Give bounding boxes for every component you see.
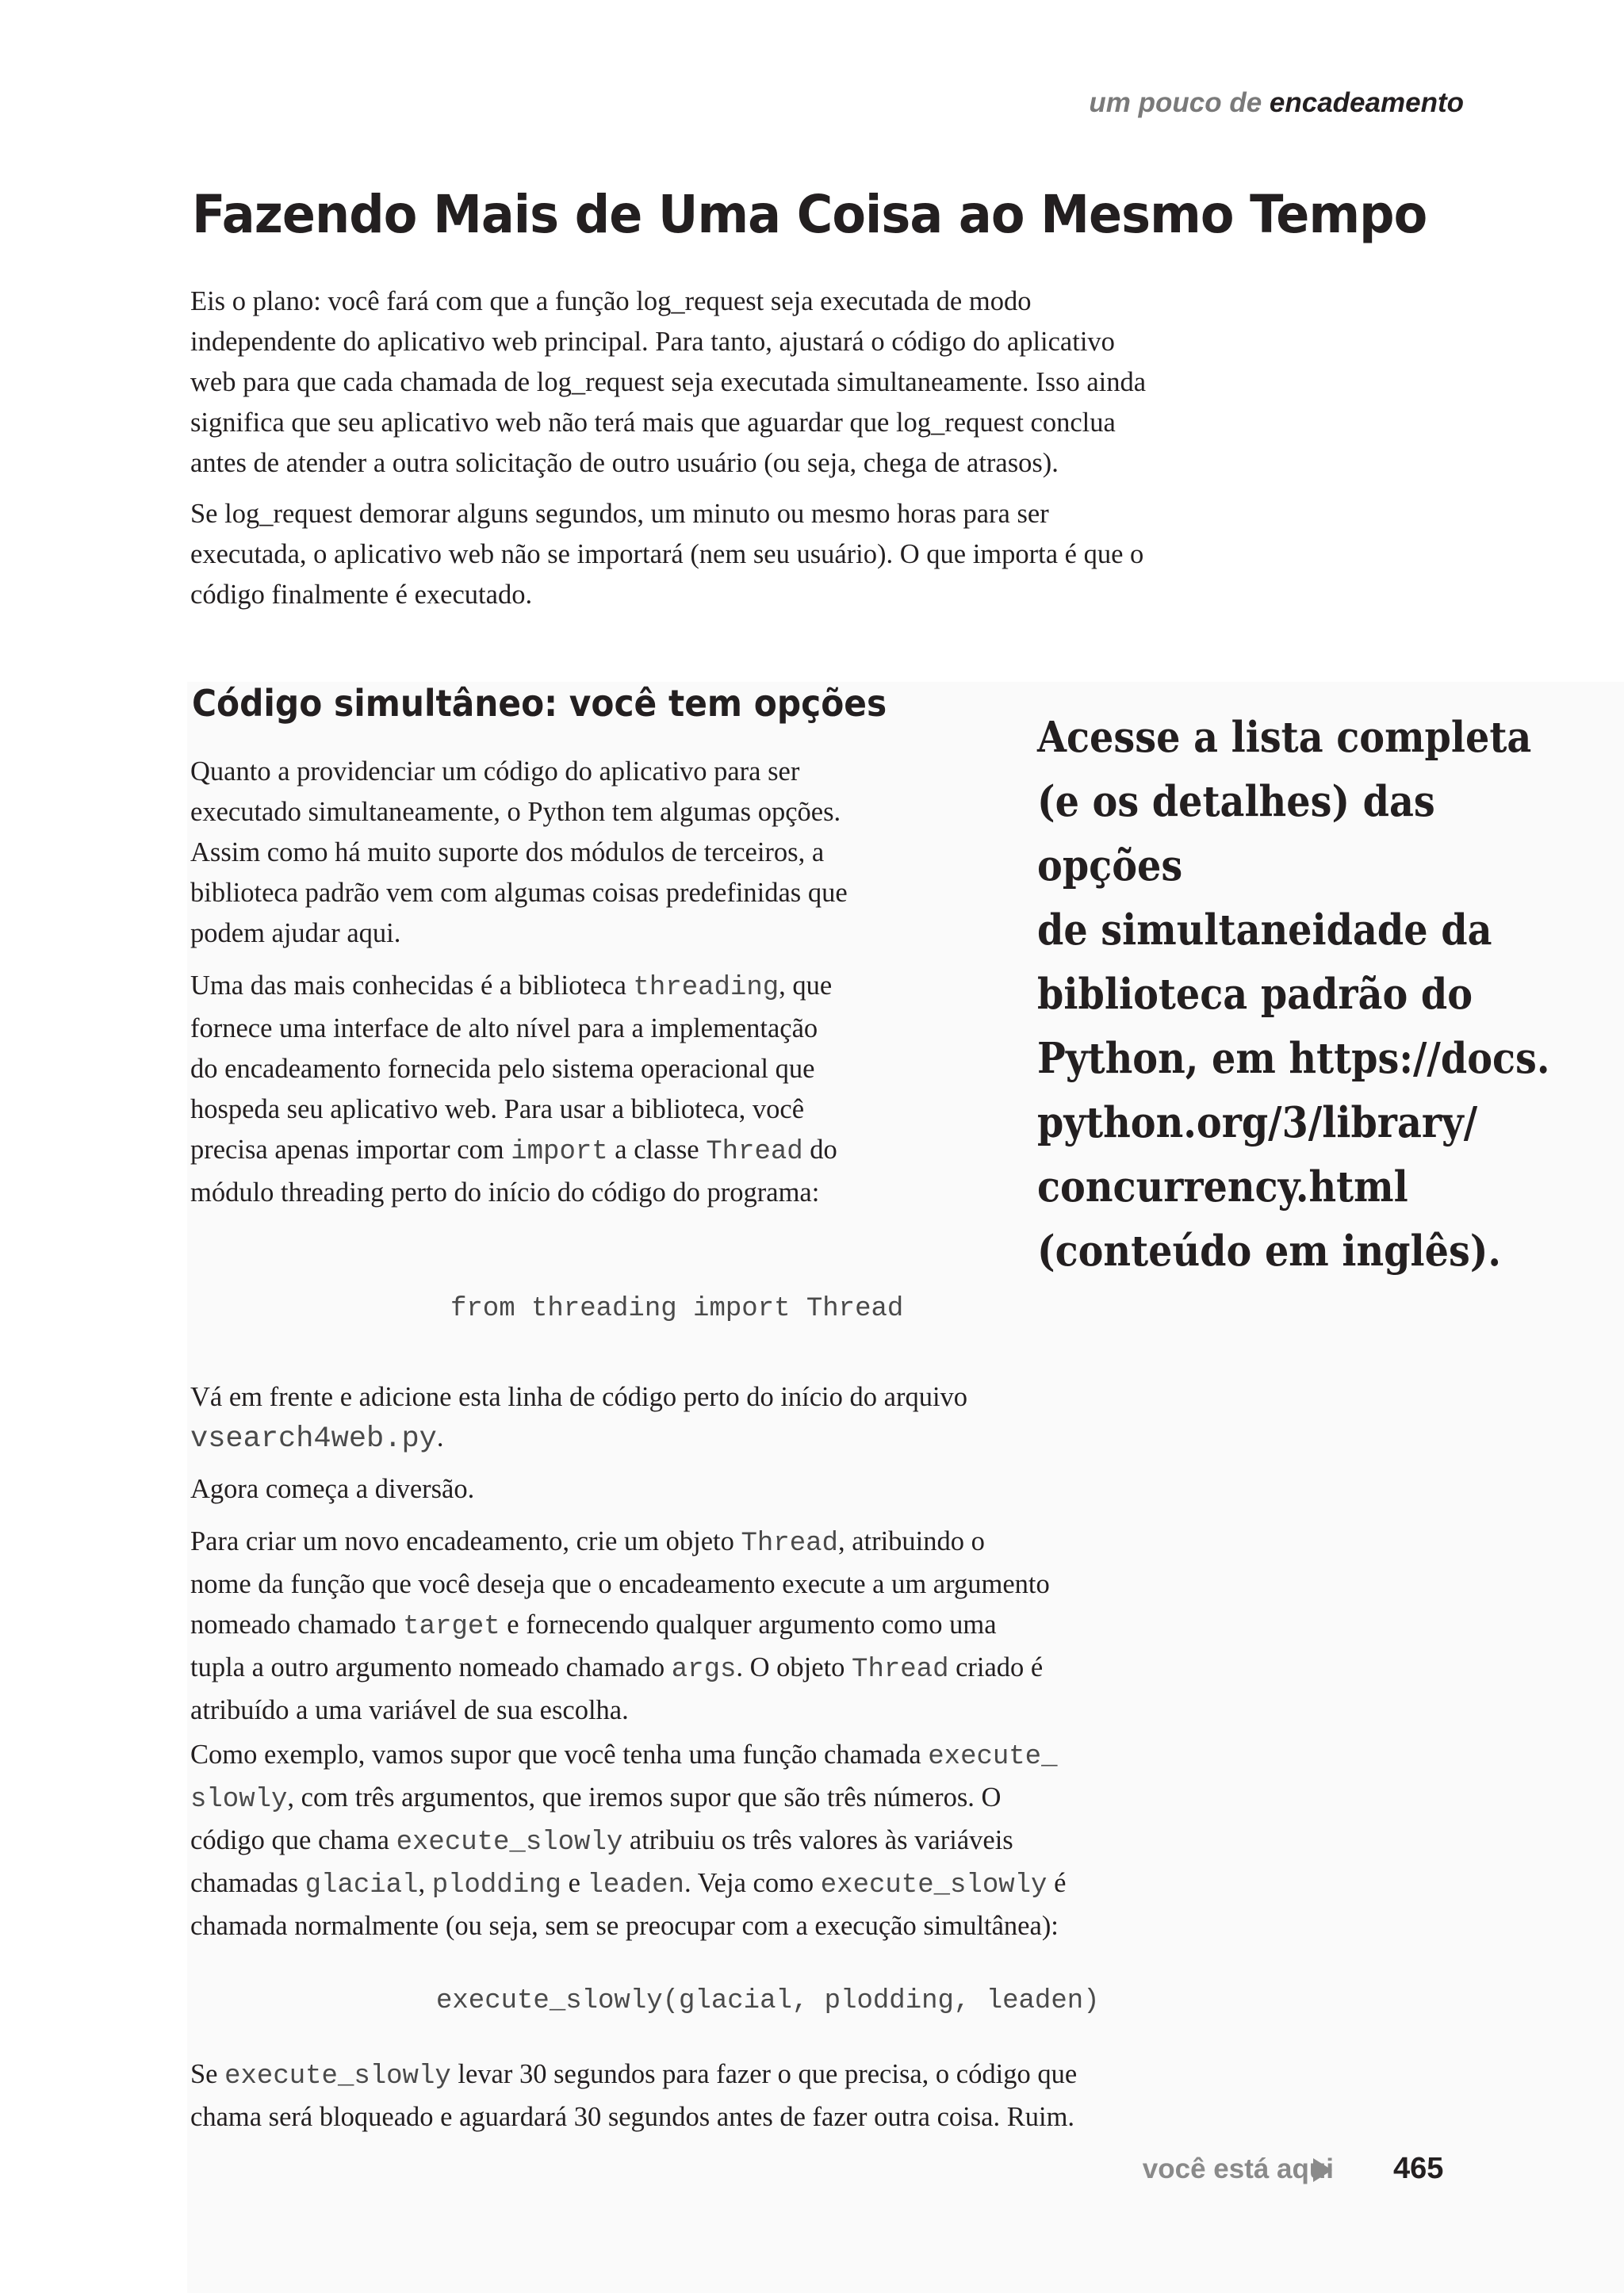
text-fragment: , xyxy=(418,1868,432,1898)
text-fragment: Uma das mais conhecidas é a biblioteca xyxy=(190,970,634,1001)
inline-code: execute_ xyxy=(928,1742,1058,1772)
text-fragment: precisa apenas importar com xyxy=(190,1135,511,1165)
text-line: hospeda seu aplicativo web. Para usar a biblioteca, você xyxy=(190,1094,805,1124)
inline-code: execute_slowly xyxy=(224,2061,451,2092)
section-heading: Código simultâneo: você tem opções xyxy=(192,682,887,725)
inline-code: Thread xyxy=(852,1655,949,1685)
note-line: (conteúdo em inglês). xyxy=(1037,1227,1502,1276)
inline-code: threading xyxy=(633,973,779,1003)
text-line: executada, o aplicativo web não se importará (nem seu usuário). O que importa é que o xyxy=(190,539,1144,569)
text-line: podem ajudar aqui. xyxy=(190,918,401,948)
text-line: módulo threading perto do início do código do programa: xyxy=(190,1177,820,1208)
text-fragment: e fornecendo qualquer argumento como uma xyxy=(500,1610,997,1640)
intro-paragraph-1 xyxy=(190,281,1146,484)
inline-code: target xyxy=(403,1612,500,1642)
text-line: Se log_request demorar alguns segundos, um minuto ou mesmo horas para ser xyxy=(190,499,1049,529)
text-line: biblioteca padrão vem com algumas coisas predefinidas que xyxy=(190,878,848,908)
fun-paragraph xyxy=(190,1469,474,1510)
text-fragment: atribuiu os três valores às variáveis xyxy=(622,1825,1013,1855)
text-line: web para que cada chamada de log_request seja executada simultaneamente. Isso ainda xyxy=(190,367,1147,397)
text-fragment: criado é xyxy=(948,1652,1044,1682)
sidebar-note xyxy=(1037,706,1551,1284)
text-line: Quanto a providenciar um código do aplicativo para ser xyxy=(190,756,800,787)
text-line: Vá em frente e adicione esta linha de código perto do início do arquivo xyxy=(190,1382,968,1412)
inline-code: Thread xyxy=(706,1137,803,1167)
note-line: Acesse a lista completa xyxy=(1037,713,1532,762)
inline-code: slowly xyxy=(190,1785,288,1815)
text-fragment: é xyxy=(1047,1868,1067,1898)
inline-code: Thread xyxy=(741,1529,838,1559)
text-fragment: tupla a outro argumento nomeado chamado xyxy=(190,1652,672,1682)
text-line: significa que seu aplicativo web não terá mais que aguardar que log_request conclua xyxy=(190,408,1116,438)
text-fragment: Para criar um novo encadeamento, crie um objeto xyxy=(190,1526,741,1556)
note-line: de simultaneidade da xyxy=(1037,905,1492,955)
text-fragment: , atribuindo o xyxy=(837,1526,985,1556)
note-line: python.org/3/library/ xyxy=(1037,1098,1478,1147)
note-line: concurrency.html xyxy=(1037,1162,1408,1212)
right-triangle-icon xyxy=(1313,2158,1332,2182)
inline-code: execute_slowly xyxy=(396,1828,623,1858)
running-head-light: um pouco de xyxy=(1089,87,1270,118)
final-paragraph xyxy=(190,2054,1077,2138)
note-line: biblioteca padrão do xyxy=(1037,970,1473,1019)
text-line: Assim como há muito suporte dos módulos de terceiros, a xyxy=(190,837,825,867)
text-fragment: a classe xyxy=(607,1135,707,1165)
text-fragment: Se xyxy=(190,2059,225,2089)
text-line: executado simultaneamente, o Python tem algumas opções. xyxy=(190,797,841,827)
inline-code: leaden xyxy=(587,1870,684,1901)
text-fragment: , que xyxy=(779,970,833,1001)
text-fragment: código que chama xyxy=(190,1825,396,1855)
text-fragment: . O objeto xyxy=(736,1652,852,1682)
add-line-paragraph xyxy=(190,1377,967,1460)
intro-paragraph-2 xyxy=(190,494,1143,615)
text-fragment: levar 30 segundos para fazer o que precisa, o código que xyxy=(450,2059,1078,2089)
inline-code: vsearch4web.py xyxy=(190,1422,437,1456)
code-execute-slowly: execute_slowly(glacial, plodding, leaden) xyxy=(436,1986,1100,2016)
inline-code: glacial xyxy=(304,1870,419,1901)
text-line: antes de atender a outra solicitação de outro usuário (ou seja, chega de atrasos). xyxy=(190,448,1059,478)
inline-code: execute_slowly xyxy=(820,1870,1048,1901)
inline-code: plodding xyxy=(431,1870,561,1901)
you-are-here-label: você está aqui xyxy=(1142,2153,1334,2184)
text-line: do encadeamento fornecida pelo sistema operacional que xyxy=(190,1054,815,1084)
text-fragment: , com três argumentos, que iremos supor que são três números. O xyxy=(287,1782,1002,1813)
page-title: Fazendo Mais de Uma Coisa ao Mesmo Tempo xyxy=(192,184,1427,245)
text-line: independente do aplicativo web principal. Para tanto, ajustará o código do aplicativo xyxy=(190,327,1115,357)
text-line: Agora começa a diversão. xyxy=(190,1474,475,1504)
page-number: 465 xyxy=(1393,2152,1444,2185)
text-fragment: . xyxy=(436,1422,444,1453)
text-fragment: . Veja como xyxy=(684,1868,821,1898)
example-paragraph xyxy=(190,1735,1066,1947)
code-import-thread: from threading import Thread xyxy=(450,1294,904,1324)
text-line: fornece uma interface de alto nível para a implementação xyxy=(190,1013,818,1043)
text-line: chama será bloqueado e aguardará 30 segundos antes de fazer outra coisa. Ruim. xyxy=(190,2102,1075,2132)
text-fragment: do xyxy=(802,1135,837,1165)
text-line: Eis o plano: você fará com que a função log_request seja executada de modo xyxy=(190,286,1032,316)
thread-paragraph xyxy=(190,1522,1050,1731)
note-line: Python, em https://docs. xyxy=(1037,1034,1550,1083)
running-head xyxy=(1089,87,1464,119)
text-line: atribuído a uma variável de sua escolha. xyxy=(190,1695,629,1725)
inline-code: args xyxy=(671,1655,737,1685)
text-fragment: nomeado chamado xyxy=(190,1610,404,1640)
inline-code: import xyxy=(511,1137,608,1167)
text-line: código finalmente é executado. xyxy=(190,580,533,610)
text-line: nome da função que você deseja que o encadeamento execute a um argumento xyxy=(190,1569,1050,1599)
text-fragment: e xyxy=(561,1868,588,1898)
section-paragraph-2 xyxy=(190,966,837,1213)
text-line: chamada normalmente (ou seja, sem se preocupar com a execução simultânea): xyxy=(190,1911,1059,1941)
section-paragraph-1 xyxy=(190,752,848,954)
text-fragment: chamadas xyxy=(190,1868,305,1898)
text-fragment: Como exemplo, vamos supor que você tenha uma função chamada xyxy=(190,1740,929,1770)
note-line: (e os detalhes) das opções xyxy=(1037,777,1435,890)
running-head-bold: encadeamento xyxy=(1269,87,1464,118)
